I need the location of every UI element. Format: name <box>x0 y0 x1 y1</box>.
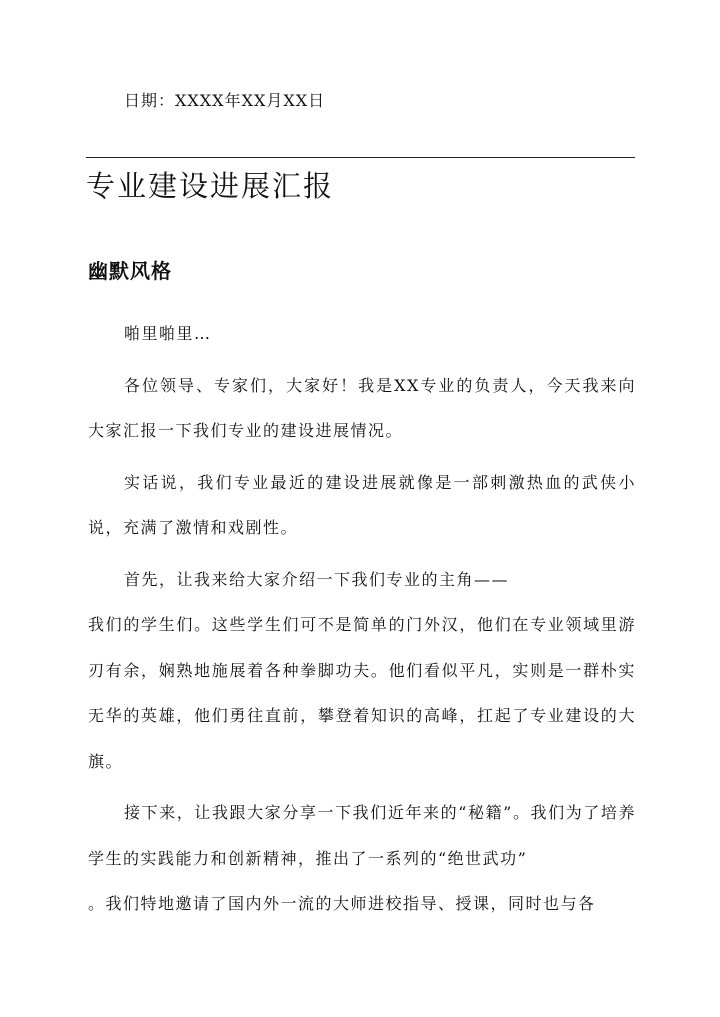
document-body <box>88 311 636 933</box>
section-subtitle: 幽默风格 <box>88 259 172 283</box>
body-paragraph: 啪里啪里… <box>124 324 212 343</box>
body-paragraph: 实话说，我们专业最近的建设进展就像是一部刺激热血的武侠小说，充满了激情和戏剧性。 <box>88 472 636 537</box>
body-paragraph: 接下来，让我跟大家分享一下我们近年来的“秘籍”。我们为了培养学生的实践能力和创新精神，推出了一系列的“绝世武功” <box>88 803 636 868</box>
body-paragraph: 。我们特地邀请了国内外一流的大师进校指导、授课，同时也与各 <box>88 894 596 913</box>
body-paragraph: 首先，让我来给大家介绍一下我们专业的主角—— <box>124 569 510 589</box>
document-title: 专业建设进展汇报 <box>86 169 335 203</box>
header-divider <box>86 157 635 158</box>
date-line: 日期：XXXX年XX月XX日 <box>124 91 326 110</box>
body-paragraph: 各位领导、专家们，大家好！我是XX专业的负责人，今天我来向大家汇报一下我们专业的建设进展情况。 <box>88 375 636 440</box>
body-paragraph: 我们的学生们。这些学生们可不是简单的门外汉，他们在专业领域里游刃有余，娴熟地施展着各种拳脚功夫。他们看似平凡，实则是一群朴实无华的英雄，他们勇往直前，攀登着知识的高峰，扛起了专业建设的大旗。 <box>88 615 636 771</box>
